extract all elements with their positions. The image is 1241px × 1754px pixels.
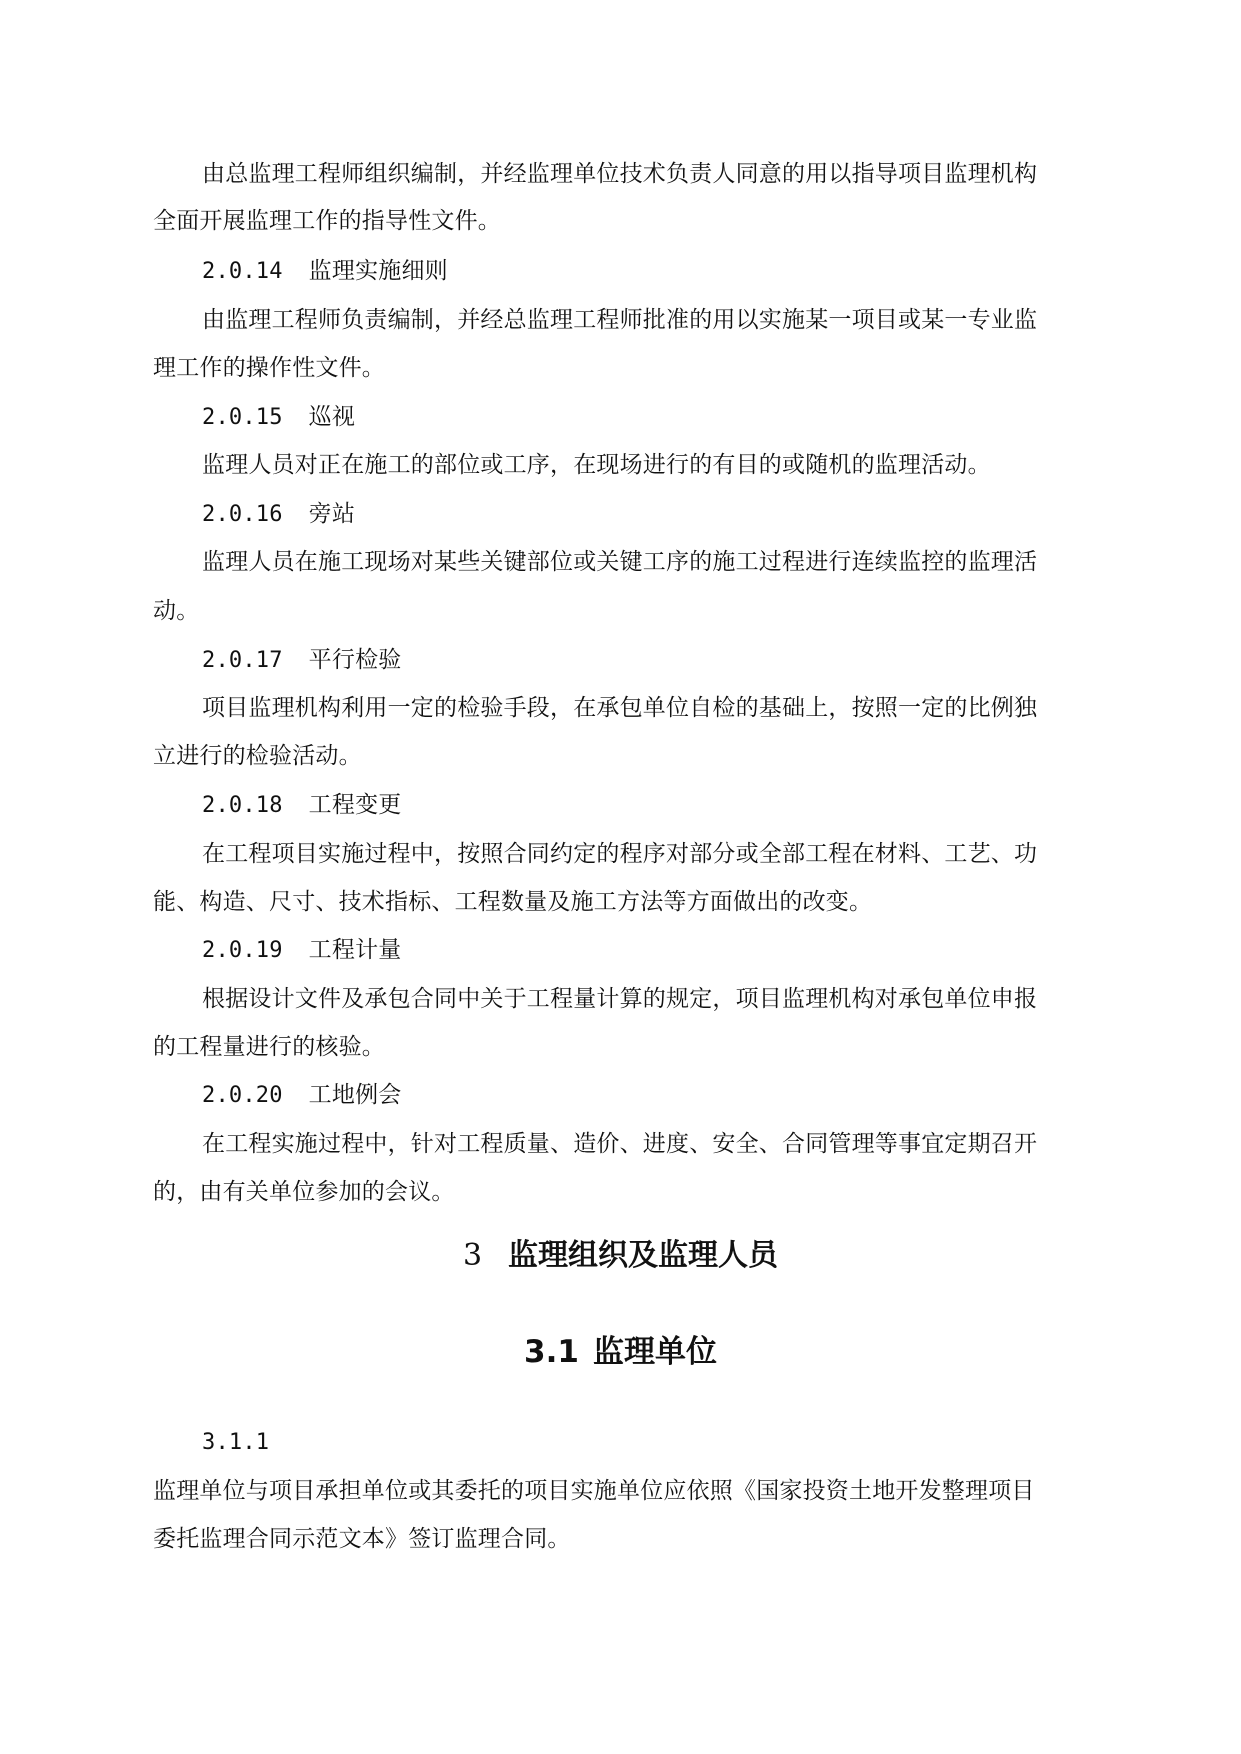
section-number: 3.1 — [524, 1334, 579, 1370]
clause-heading — [202, 256, 448, 287]
intro-line-2: 全面开展监理工作的指导性文件。 — [153, 208, 501, 234]
clause-term: 旁站 — [308, 501, 356, 527]
clause-text-line: 动。 — [153, 598, 200, 624]
clause-text-line: 能、构造、尺寸、技术指标、工程数量及施工方法等方面做出的改变。 — [153, 889, 873, 915]
clause-text-line: 由监理工程师负责编制，并经总监理工程师批准的用以实施某一项目或某一专业监 — [202, 307, 1038, 333]
clause-term: 平行检验 — [308, 647, 402, 673]
clause-term: 巡视 — [308, 404, 356, 430]
section-heading — [0, 1331, 1241, 1373]
clause-term: 工程变更 — [308, 792, 402, 818]
clause-number: 2.0.18 — [202, 793, 283, 818]
clause-text-line: 的，由有关单位参加的会议。 — [153, 1179, 455, 1205]
clause-number: 2.0.14 — [202, 259, 283, 284]
clause-text-line: 的工程量进行的核验。 — [153, 1034, 385, 1060]
clause-number: 2.0.19 — [202, 938, 283, 963]
clause-heading — [202, 402, 355, 433]
clause-term: 工程计量 — [308, 937, 402, 963]
clause-text-line: 根据设计文件及承包合同中关于工程量计算的规定，项目监理机构对承包单位申报 — [202, 986, 1038, 1012]
clause-term: 工地例会 — [308, 1082, 402, 1108]
article-text-line: 监理单位与项目承担单位或其委托的项目实施单位应依照《国家投资土地开发整理项目 — [153, 1478, 1035, 1504]
clause-text-line: 项目监理机构利用一定的检验手段，在承包单位自检的基础上，按照一定的比例独 — [202, 695, 1038, 721]
article-number-line — [202, 1427, 295, 1458]
clause-text-line: 监理人员对正在施工的部位或工序，在现场进行的有目的或随机的监理活动。 — [202, 452, 991, 478]
clause-heading — [202, 1080, 401, 1111]
chapter-title: 监理组织及监理人员 — [508, 1238, 779, 1273]
chapter-heading — [0, 1236, 1241, 1276]
clause-text-line: 监理人员在施工现场对某些关键部位或关键工序的施工过程进行连续监控的监理活 — [202, 549, 1038, 575]
clause-term: 监理实施细则 — [308, 258, 448, 284]
clause-number: 2.0.17 — [202, 648, 283, 673]
chapter-number: 3 — [462, 1238, 483, 1273]
clause-text-line: 立进行的检验活动。 — [153, 743, 362, 769]
article-text-line: 委托监理合同示范文本》签订监理合同。 — [153, 1526, 571, 1552]
clause-heading — [202, 935, 401, 966]
article-number: 3.1.1 — [202, 1430, 270, 1455]
clause-number: 2.0.15 — [202, 405, 283, 430]
clause-text-line: 在工程项目实施过程中，按照合同约定的程序对部分或全部工程在材料、工艺、功 — [202, 841, 1038, 867]
clause-text-line: 在工程实施过程中，针对工程质量、造价、进度、安全、合同管理等事宜定期召开 — [202, 1131, 1038, 1157]
clause-heading — [202, 499, 355, 530]
clause-number: 2.0.16 — [202, 502, 283, 527]
clause-heading — [202, 645, 401, 676]
section-title: 监理单位 — [592, 1334, 717, 1370]
intro-line-1: 由总监理工程师组织编制，并经监理单位技术负责人同意的用以指导项目监理机构 — [202, 161, 1038, 187]
clause-text-line: 理工作的操作性文件。 — [153, 355, 385, 381]
clause-heading — [202, 790, 401, 821]
clause-number: 2.0.20 — [202, 1083, 283, 1108]
